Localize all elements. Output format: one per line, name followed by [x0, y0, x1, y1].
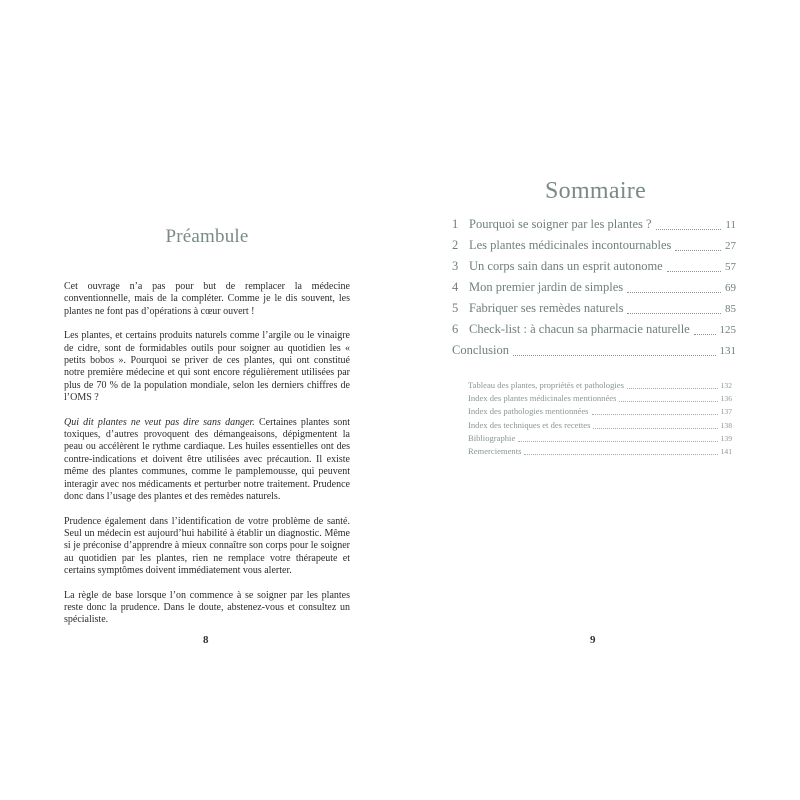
toc-page-number: 27 — [725, 240, 736, 252]
annex-page-number: 139 — [720, 433, 732, 443]
annex-page-number: 141 — [720, 446, 732, 456]
toc-leader-dots — [513, 355, 716, 356]
page-number-right: 9 — [590, 634, 596, 646]
toc-chapter-number: 6 — [452, 322, 459, 336]
annex-title: Index des plantes médicinales mentionnées — [468, 393, 617, 404]
toc-conclusion-title: Conclusion — [452, 343, 509, 357]
paragraph — [64, 590, 350, 627]
toc-chapter-title: Un corps sain dans un esprit autonome — [469, 259, 663, 273]
annex-item[interactable] — [468, 420, 732, 433]
toc-chapter-number: 3 — [452, 259, 459, 273]
annex-item[interactable] — [468, 446, 732, 459]
toc-leader-dots — [627, 292, 721, 293]
toc-chapter-4[interactable] — [452, 280, 736, 301]
toc-chapter-title: Check-list : à chacun sa pharmacie naturelle — [469, 322, 690, 336]
paragraph — [64, 281, 350, 318]
toc-chapter-number: 4 — [452, 280, 459, 294]
toc-chapter-title: Pourquoi se soigner par les plantes ? — [469, 217, 652, 231]
toc-chapter-title: Les plantes médicinales incontournables — [469, 238, 672, 252]
annex-leader-dots — [619, 401, 717, 402]
toc-page-number: 131 — [719, 345, 736, 357]
toc-chapter-number: 1 — [452, 217, 459, 231]
preambule-title: Préambule — [165, 226, 249, 247]
table-of-contents — [452, 217, 736, 364]
annex-list — [468, 380, 732, 459]
toc-conclusion[interactable] — [452, 343, 736, 364]
toc-leader-dots — [627, 313, 721, 314]
toc-leader-dots — [656, 229, 722, 230]
paragraph — [64, 516, 350, 578]
annex-leader-dots — [524, 454, 717, 455]
toc-chapter-number: 5 — [452, 301, 459, 315]
paragraph-text: Cet ouvrage n’a pas pour but de remplacer la médecine conventionnelle, mais de la compléter. Comme je le dis souvent, les plantes ne font pas d’opérations à cœur ouvert ! — [64, 281, 350, 317]
paragraph — [64, 417, 350, 504]
toc-chapter-1[interactable] — [452, 217, 736, 238]
annex-title: Index des pathologies mentionnées — [468, 406, 589, 417]
annex-item[interactable] — [468, 433, 732, 446]
toc-page-number: 125 — [719, 324, 736, 336]
annex-leader-dots — [518, 441, 717, 442]
annex-page-number: 138 — [720, 420, 732, 430]
annex-leader-dots — [592, 414, 718, 415]
sommaire-title: Sommaire — [545, 178, 647, 204]
toc-page-number: 57 — [725, 261, 736, 273]
preambule-body — [64, 281, 350, 639]
annex-title: Tableau des plantes, propriétés et pathologies — [468, 380, 624, 390]
toc-chapter-5[interactable] — [452, 301, 736, 322]
annex-title: Index des techniques et des recettes — [468, 419, 591, 430]
annex-title: Remerciements — [468, 445, 522, 456]
annex-item[interactable] — [468, 380, 732, 393]
paragraph — [64, 330, 350, 404]
toc-chapter-6[interactable] — [452, 322, 736, 343]
toc-page-number: 69 — [725, 282, 736, 294]
toc-page-number: 85 — [725, 303, 736, 315]
paragraph-text: Les plantes, et certains produits naturels comme l’argile ou le vinaigre de cidre, sont de formidables outils pour soigner au quotidien les « petits bobos ». Pourquoi se priver de ces plantes, qui ont constitué notre première médecine et qui sont encore régulièrement utilisées par plus de 70 % de la population mondiale, selon les derniers chiffres de l’OMS ? — [64, 330, 350, 404]
annex-title: Bibliographie — [468, 432, 516, 443]
toc-page-number: 11 — [725, 219, 736, 231]
annex-item[interactable] — [468, 393, 732, 406]
paragraph-text: Prudence également dans l’identification de votre problème de santé. Seul un médecin est aujourd’hui habilité à établir un diagnostic. Même si je préconise d’apprendre à mieux connaître son corps pour le soigner au quotidien par les plantes, rien ne remplace votre thérapeute et certains symptômes doivent immédiatement vous alerter. — [64, 515, 350, 577]
paragraph-lead: Qui dit plantes ne veut pas dire sans danger. — [64, 416, 255, 428]
toc-chapter-title: Fabriquer ses remèdes naturels — [469, 301, 624, 315]
toc-chapter-title: Mon premier jardin de simples — [469, 280, 624, 294]
annex-leader-dots — [593, 428, 717, 429]
toc-leader-dots — [675, 250, 721, 251]
toc-chapter-number: 2 — [452, 238, 459, 252]
annex-page-number: 132 — [720, 381, 732, 390]
annex-leader-dots — [627, 388, 718, 389]
annex-page-number: 137 — [720, 407, 732, 417]
annex-page-number: 136 — [720, 394, 732, 404]
paragraph-text: La règle de base lorsque l’on commence à se soigner par les plantes reste donc la prudence. Dans le doute, abstenez-vous et consultez un spécialiste. — [64, 589, 350, 626]
toc-leader-dots — [667, 271, 721, 272]
toc-leader-dots — [694, 334, 716, 335]
paragraph-text: Certaines plantes sont toxiques, d’autres provoquent des démangeaisons, dépigmentent la peau ou accélèrent le rythme cardiaque. Les huiles essentielles ont des contre-indications et doivent être utilisées avec précaution. Il existe même des plantes communes, comme le pamplemousse, qui peuvent interagir avec nos médicaments et perturber notre traitement. Prudence donc dans l’usage des plantes et des remèdes naturels. — [64, 416, 350, 503]
right-page — [400, 0, 800, 800]
toc-chapter-2[interactable] — [452, 238, 736, 259]
annex-item[interactable] — [468, 406, 732, 419]
toc-chapter-3[interactable] — [452, 259, 736, 280]
page-number-left: 8 — [203, 634, 209, 646]
